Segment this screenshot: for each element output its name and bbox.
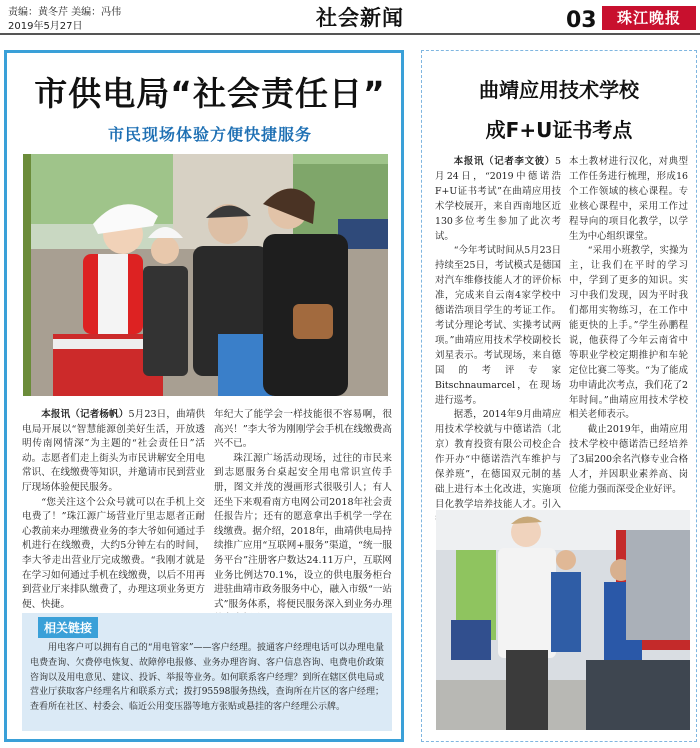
left-article-subheadline: 市民现场体验方便快捷服务 bbox=[107, 125, 312, 144]
issue-date: 2019年5月27日 bbox=[8, 21, 83, 32]
related-links-paragraph: 用电客户可以拥有自己的“用电管家”——客户经理。披通客户经理电话可以办理电量电费查询、欠费停电恢复、故障停电报修、业务办理咨询、客户信息咨询、电费电价政策咨询以及用电意见、建议、投诉、举报等业务。如何联系客户经理？到所在辖区供电局或营业厅获取客户经理名片和联系方式；拨打95598服务热线，查询所在片区的客户经理；查看所在社区、村委会、临近公用变压器等地方张贴或悬挂的客户经理公示牌。 bbox=[30, 643, 384, 713]
photo-service-desk bbox=[23, 154, 388, 396]
photo-auto-workshop bbox=[436, 510, 690, 730]
left-article-column-1 bbox=[22, 408, 205, 612]
right-col2-para-3 bbox=[569, 423, 688, 498]
header-divider bbox=[0, 33, 700, 35]
related-links-tag: 相关链接 bbox=[38, 617, 98, 638]
right-col2-para-2 bbox=[569, 244, 688, 423]
left-article-column-2 bbox=[214, 408, 392, 627]
left-article-headline: 市供电局“社会责任日” bbox=[34, 74, 386, 113]
right-col1-para-1 bbox=[435, 155, 561, 244]
right-col1-para-2 bbox=[435, 244, 561, 408]
photo-service-desk-illustration bbox=[23, 154, 388, 396]
byline: 本报讯（记者李文彼） bbox=[453, 156, 556, 167]
paragraph-text: 本土教材进行汉化，对典型工作任务进行梳理，形成16个工作领域的核心课程。专业核心课程中，采用工作过程导向的项目化教学，以学生为中心组织课堂。 bbox=[569, 156, 688, 242]
left-col2-para-2 bbox=[214, 452, 392, 627]
paragraph-text: “采用小班教学，实操为主，让我们在平时的学习中，学到了更多的知识。实习中我们发现，因为平时我们都用实物练习，在工作中能更快的上手。”学生孙鹏程说，他获得了今年云南省中等职业学校定期推护和车轮定位比赛二等奖。“为了能成功申请此次考点，我们花了2年时间。”曲靖应用技术学校相关老师表示。 bbox=[569, 245, 688, 421]
right-article-column-1 bbox=[435, 155, 561, 528]
left-col2-para-1 bbox=[214, 408, 392, 452]
editor-line: 责编：黄冬芹 美编：冯伟 bbox=[8, 7, 122, 18]
byline: 本报讯（记者杨帆） bbox=[41, 409, 129, 420]
paragraph-text: 年纪大了能学会一样技能很不容易啊，很高兴！”李大爷为刚刚学会手机在线缴费高兴不已。 bbox=[214, 409, 392, 450]
paragraph-text: 珠江源广场活动现场，过往的市民来到志愿服务台桌起安全用电常识宣传手册，图文并茂的漫画形式很吸引人；有人还坐下来观看南方电网公司2018年社会责任报告片；还有的愿意拿出手机学一学在线缴费。据介绍，2018年，曲靖供电局持续推广应用“互联网+服务”渠道，“统一服务平台”注册客户数达24.11万户，互联网业务比例达70.1%，设立的供电服务柜台进驻曲靖市政务服务中心，融入市级“一站式”服务体系，将便民服务深入到业务办理 bbox=[214, 452, 392, 610]
paragraph-text: 5月24日，“2019中德诺浩F+U证书考试”在曲靖应用技术学校展开，来自西南地区近130多位考生参加了此次考试。 bbox=[435, 156, 561, 242]
photo-auto-workshop-illustration bbox=[436, 510, 690, 730]
paragraph-text: “今年考试时间从5月23日持续至25日，考试模式是德国对汽车维修技能人才的评价标准，完成来自云南4家学校中德诺浩项目学生的考证工作。考试分理论考试、实操考试两项。”曲靖应用技术学校副校长刘星表示。考试现场，来自德国的考评专家Bitschnaumarcel，在现场进行巡考。 bbox=[435, 245, 561, 406]
right-article-headline-line2: 成F+U证书考点 bbox=[485, 118, 633, 142]
section-title: 社会新闻 bbox=[316, 6, 404, 30]
left-col1-para-1 bbox=[22, 408, 205, 496]
masthead-info bbox=[8, 6, 121, 34]
right-article-column-2 bbox=[569, 155, 688, 498]
related-links-text bbox=[30, 641, 384, 715]
paragraph-text: “您关注这个公众号就可以在手机上交电费了！”珠江源广场营业厅里志愿者正耐心教前来办理缴费业务的李大爷如何通过手机进行在线缴费，大约5分钟左右的时间，李大爷走出营业厅完成缴费。“我刚才就是在学习如何通过手机在线缴费，以后不用再到营业厅来排队缴费了，办理这项业务更方便、快捷。 bbox=[22, 496, 205, 610]
paragraph-text: 据悉，2014年9月曲靖应用技术学校就与中德诺浩（北京）教育投资有限公司校企合作开办“中德诺浩汽车维护与保养班”，在德国双元制的基础上进行本土化改进，实施项目化教学培养技能人才。引入 bbox=[435, 409, 561, 510]
right-col2-para-1 bbox=[569, 155, 688, 244]
page-number: 03 bbox=[566, 8, 597, 33]
newspaper-logo: 珠江晚报 bbox=[602, 6, 696, 30]
right-article-headline-line1: 曲靖应用技术学校 bbox=[479, 78, 639, 102]
left-col1-para-2 bbox=[22, 496, 205, 613]
paragraph-text: 5月23日，曲靖供电局开展以“智慧能源创美好生活，开放透明传南网情深”为主题的“社会责任日”活动。志愿者们走上街头为市民讲解安全用电常识、在线缴费等知识，并邀请市民到营业厅现场体验便民服务。 bbox=[22, 409, 206, 493]
paragraph-text: 截止2019年，曲靖应用技术学校中德诺浩已经培养了3届200余名汽修专业合格人才，并因职业素养高、岗位能力强而深受企业好评。 bbox=[569, 424, 688, 495]
